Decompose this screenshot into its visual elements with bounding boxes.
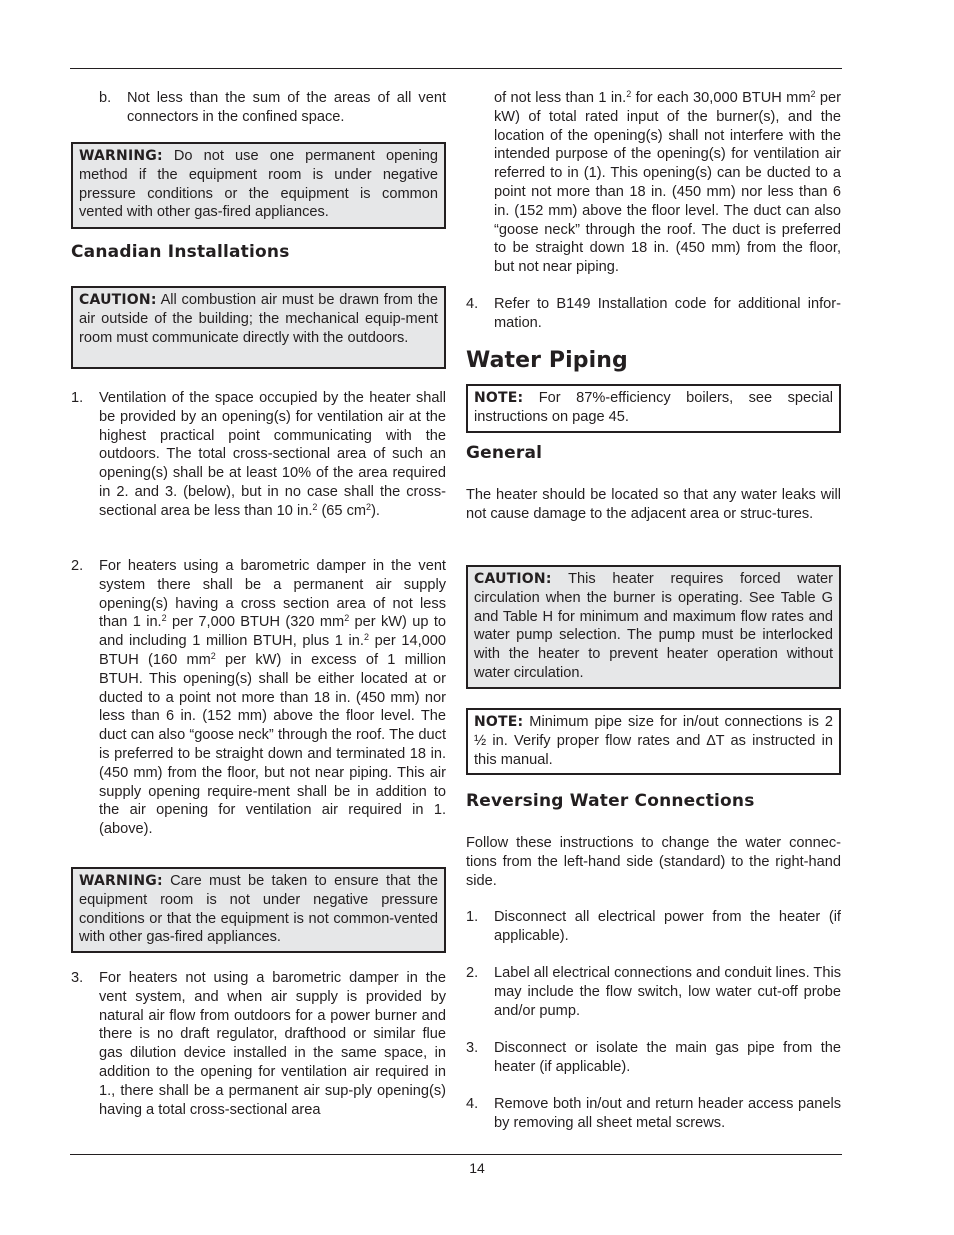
reversing-intro: Follow these instructions to change the water connec-tions from the left-hand side (standard) to the right-hand side. bbox=[466, 835, 841, 889]
header-rule bbox=[70, 68, 842, 69]
list-text: For heaters not using a barometric damper in the vent system, and when air supply is provided by natural air flow from outdoors for a power burner and there is no draft regulator, drafthood or similar flue gas dilution device installed in the same space, in addition to the opening for ventilation air required in 1., there shall be a permanent air sup-ply opening(s) having a total cross-sectional area bbox=[99, 970, 446, 1118]
list-item-b bbox=[71, 89, 446, 127]
list-marker: 3. bbox=[71, 970, 84, 986]
list-marker: 2. bbox=[71, 558, 84, 574]
caution-text: All combustion air must be drawn from the air outside of the building; the mechanical equip-ment room must communicate directly with the outdoors. bbox=[79, 292, 438, 346]
note-text: Minimum pipe size for in/out connections is 2 ½ in. Verify proper flow rates and ∆T as instructed in this manual. bbox=[474, 714, 833, 768]
step-item bbox=[466, 1039, 841, 1077]
step-marker: 3. bbox=[466, 1040, 479, 1056]
warning-box bbox=[71, 142, 446, 229]
heading-reversing-water-connections: Reversing Water Connections bbox=[466, 791, 755, 811]
warning-box bbox=[71, 867, 446, 953]
list-item-3-continued: of not less than 1 in.$^2$ for each 30,000 BTUH $mm^2$ per kW) of total rated input of the burner(s), and the location of the opening(s) shall not interfere with the intended purpose of the opening(s) for ventilation air referred to in (1). This opening(s) can be ducted to a point not more than 18 in. (450 mm) nor less than 6 in. (152 mm) above the floor level. The duct can also “goose neck” through the roof. The duct is preferred to be straight down 18 in. (450 mm) from the floor, but not near piping. bbox=[494, 89, 841, 276]
list-item-3 bbox=[71, 969, 446, 1119]
step-text: Label all electrical connections and conduit lines. This may include the flow switch, low water cut-off probe and/or pump. bbox=[494, 965, 841, 1019]
list-text: Not less than the sum of the areas of all vent connectors in the confined space. bbox=[127, 90, 446, 125]
step-text: Disconnect all electrical power from the heater (if applicable). bbox=[494, 909, 841, 944]
step-item bbox=[466, 964, 841, 1020]
list-marker: b. bbox=[99, 90, 112, 106]
note-box bbox=[466, 708, 841, 775]
list-item-2 bbox=[71, 557, 446, 839]
caution-text: This heater requires forced water circulation when the burner is operating. See Table G and Table H for minimum and maximum flow rates and water pump selection. The pump must be interlocked with the heater to prevent heater operation without water circulation. bbox=[474, 571, 833, 681]
warning-label: WARNING: bbox=[79, 148, 163, 164]
caution-label: CAUTION: bbox=[79, 292, 157, 308]
list-marker: 1. bbox=[71, 390, 84, 406]
step-item bbox=[466, 908, 841, 946]
warning-text: Care must be taken to ensure that the equipment room is not under negative pressure conditions or that the equipment is not common-vented with other gas-fired appliances. bbox=[79, 873, 438, 946]
list-text: Refer to B149 Installation code for additional infor-mation. bbox=[494, 296, 841, 331]
warning-label: WARNING: bbox=[79, 873, 163, 889]
footer-rule bbox=[70, 1154, 842, 1155]
step-text: Disconnect or isolate the main gas pipe from the heater (if applicable). bbox=[494, 1040, 841, 1075]
note-label: NOTE: bbox=[474, 390, 524, 406]
heading-water-piping: Water Piping bbox=[466, 348, 628, 373]
list-item-1 bbox=[71, 389, 446, 521]
step-marker: 2. bbox=[466, 965, 479, 981]
list-item-4 bbox=[466, 295, 841, 333]
heading-general: General bbox=[466, 443, 543, 463]
note-label: NOTE: bbox=[474, 714, 524, 730]
caution-label: CAUTION: bbox=[474, 571, 552, 587]
step-text: Remove both in/out and return header access panels by removing all sheet metal screws. bbox=[494, 1096, 841, 1131]
step-item bbox=[466, 1095, 841, 1133]
caution-box bbox=[466, 565, 841, 689]
note-text: For 87%-efficiency boilers, see special instructions on page 45. bbox=[474, 390, 833, 425]
step-marker: 1. bbox=[466, 909, 479, 925]
heading-canadian-installations: Canadian Installations bbox=[71, 242, 290, 262]
step-marker: 4. bbox=[466, 1096, 479, 1112]
page-number: 14 bbox=[469, 1160, 485, 1176]
list-marker: 4. bbox=[466, 296, 479, 312]
list-text: For heaters using a barometric damper in the vent system there shall be a permanent air supply opening(s) having a cross section area of not less than 1 in.$^2$ per 7,000 BTUH (320 $mm^2$ per kW) up to and including 1 million BTUH, plus 1 in.$^2$ per 14,000 BTUH (160 $mm^2$ per kW) in excess of 1 million BTUH. This opening(s) shall be either located at or ducted to a point not more than 18 in. (450 mm) nor less than 6 in. (152 mm) above the floor level. The duct can also “goose neck” through the roof. The duct is preferred to be straight down and terminated 18 in. (450 mm) from the floor, but not near piping. This air supply opening require-ment shall be in addition to the air opening for ventilation air required in 1. (above). bbox=[99, 558, 447, 838]
list-text: Ventilation of the space occupied by the heater shall be provided by an opening(s) for ventilation air at the highest practical point communicating with the outdoors. The total cross-sectional area of such an opening(s) shall be at least 10% of the area required in 2. and 3. (below), but in no case shall the cross-sectional area be less than 10 in.$^2$ (65 $cm^2$). bbox=[99, 390, 446, 519]
general-paragraph: The heater should be located so that any water leaks will not cause damage to the adjacent area or struc-tures. bbox=[466, 487, 841, 522]
caution-box bbox=[71, 286, 446, 369]
warning-text: Do not use one permanent opening method if the equipment room is under negative pressure conditions or the equipment is common vented with other gas-fired appliances. bbox=[79, 148, 438, 221]
note-box bbox=[466, 384, 841, 433]
